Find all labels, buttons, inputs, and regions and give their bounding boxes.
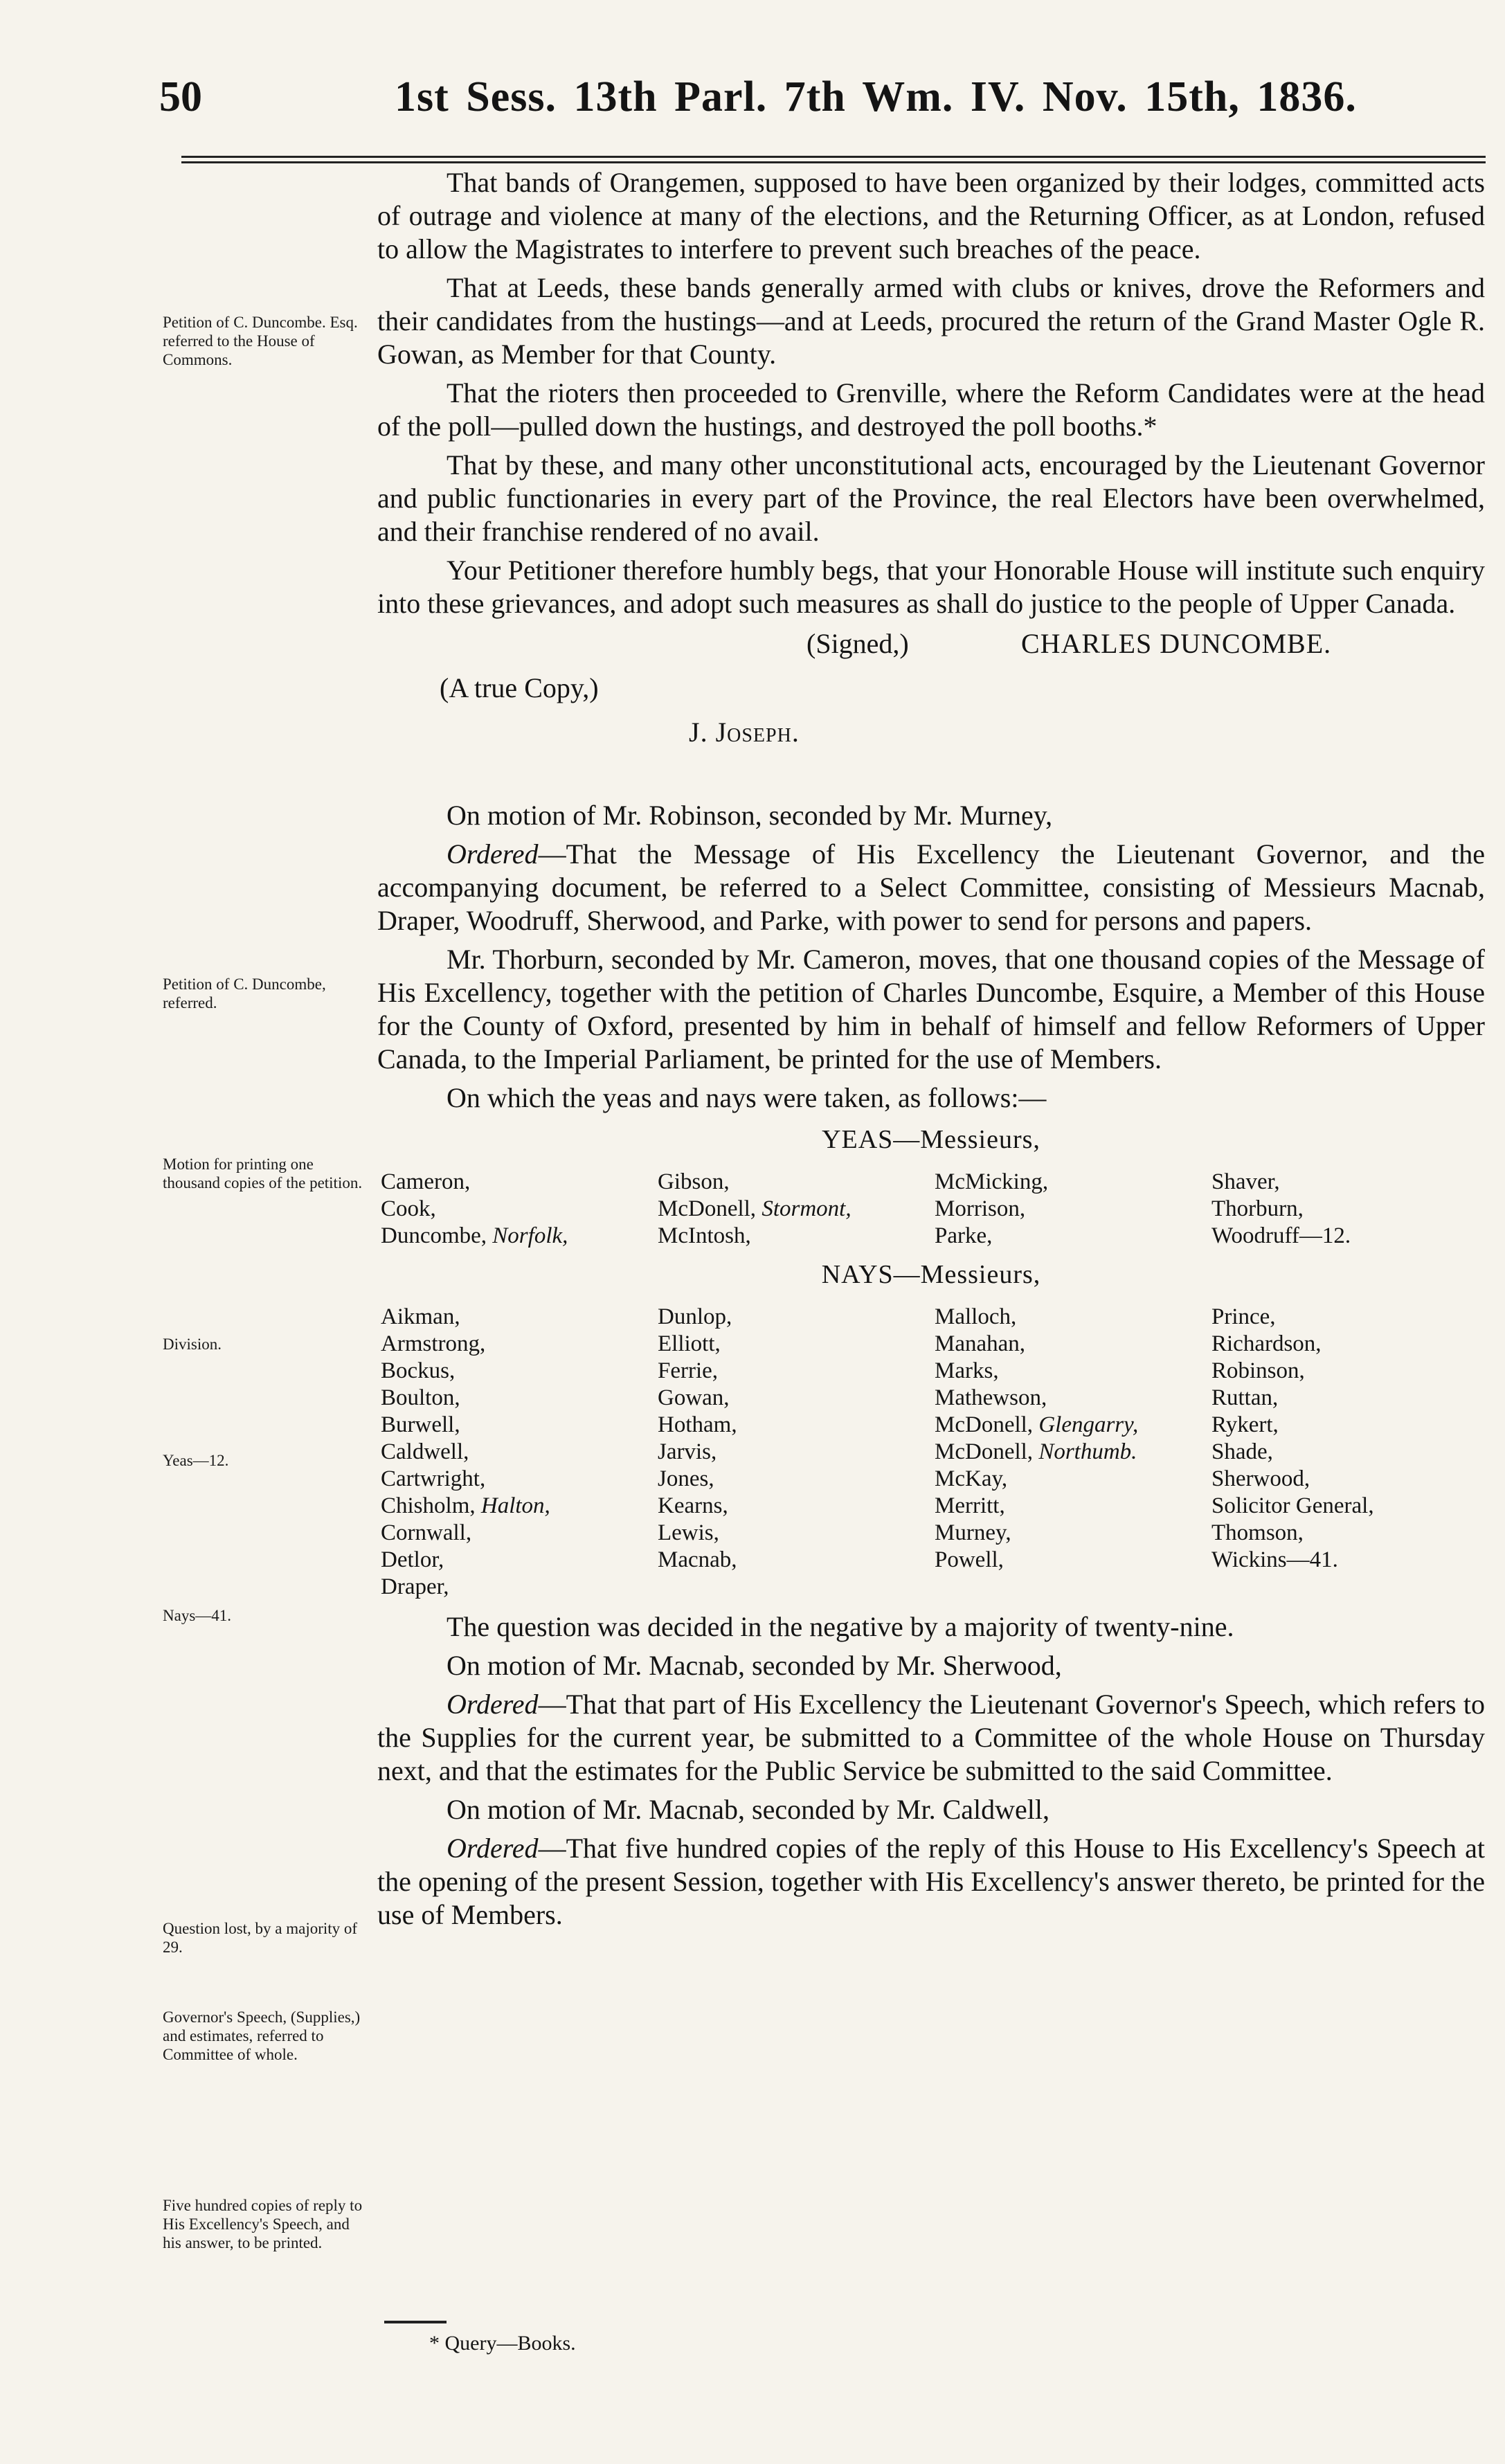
- member-name: Gibson,: [658, 1169, 730, 1194]
- member-name: Cameron,: [381, 1169, 471, 1194]
- petition-paragraph: That bands of Orangemen, supposed to have been organized by their lodges, committed acts of outrage and violence at many of the elections, and the Returning Officer, as at London, refused to allow the Magistrates to interfere to prevent such breaches of the peace.: [377, 167, 1485, 264]
- member-name: Burwell,: [381, 1412, 460, 1437]
- member-name: McMicking,: [935, 1169, 1049, 1194]
- member-name: Solicitor General,: [1211, 1493, 1374, 1518]
- member-name: Duncombe, Norfolk,: [381, 1223, 568, 1248]
- member-name: Caldwell,: [381, 1439, 469, 1464]
- member-name: [935, 1574, 1211, 1601]
- member-name: Draper,: [381, 1574, 449, 1599]
- member-name: Murney,: [935, 1520, 1011, 1545]
- member-name: Ruttan,: [1211, 1385, 1279, 1410]
- motion-intro: On motion of Mr. Macnab, seconded by Mr. Sherwood,: [447, 1650, 1062, 1681]
- member-name: Cook,: [381, 1196, 436, 1221]
- member-name: Wickins—41.: [1211, 1547, 1338, 1572]
- member-name: Mathewson,: [935, 1385, 1047, 1410]
- member-name: Cornwall,: [381, 1520, 472, 1545]
- signer-name: CHARLES DUNCOMBE.: [1021, 628, 1332, 659]
- member-name: Shaver,: [1211, 1169, 1280, 1194]
- member-name: Sherwood,: [1211, 1466, 1310, 1491]
- ordered-label: Ordered: [447, 1833, 539, 1864]
- yeas-list: [381, 1169, 1485, 1250]
- member-name: Merritt,: [935, 1493, 1005, 1518]
- member-name: Macnab,: [658, 1547, 737, 1572]
- member-name: Gowan,: [658, 1385, 730, 1410]
- attest-name: J. Joseph.: [689, 717, 800, 748]
- member-name: McDonell, Stormont,: [658, 1196, 851, 1221]
- member-name: Armstrong,: [381, 1331, 486, 1356]
- footnote-rule: [384, 2321, 447, 2323]
- margin-note: Question lost, by a majority of 29.: [163, 1920, 358, 1956]
- member-name: Thomson,: [1211, 1520, 1304, 1545]
- member-name: Parke,: [935, 1223, 993, 1248]
- motion-intro: On motion of Mr. Macnab, seconded by Mr. Caldwell,: [447, 1794, 1049, 1825]
- division-intro: On which the yeas and nays were taken, as follows:—: [447, 1082, 1047, 1113]
- member-name: Robinson,: [1211, 1358, 1305, 1383]
- member-name: Morrison,: [935, 1196, 1026, 1221]
- member-name: Dunlop,: [658, 1304, 732, 1329]
- petition-paragraph: That at Leeds, these bands generally armed with clubs or knives, drove the Reformers and their candidates from the hustings—and at Leeds, procured the return of the Grand Master Ogle R. Gowan, as Member for that County.: [377, 272, 1485, 370]
- margin-note: Nays—41.: [163, 1607, 232, 1624]
- ordered-label: Ordered: [447, 838, 539, 870]
- margin-note: Petition of C. Duncombe. Esq. referred to the House of Commons.: [163, 314, 358, 368]
- motion-order: [377, 838, 1485, 937]
- member-name: Malloch,: [935, 1304, 1017, 1329]
- member-county: Halton,: [480, 1493, 550, 1518]
- decision-text: The question was decided in the negative by a majority of twenty-nine.: [447, 1611, 1234, 1642]
- member-name: Jarvis,: [658, 1439, 717, 1464]
- order-text: —That five hundred copies of the reply of this House to His Excellency's Speech at the opening of the present Session, together with His Excellency's answer thereto, be printed for the use of Members.: [377, 1833, 1485, 1930]
- member-county: Glengarry,: [1038, 1412, 1139, 1437]
- motion-order: [377, 1688, 1485, 1788]
- member-name: Thorburn,: [1211, 1196, 1304, 1221]
- member-name: Chisholm, Halton,: [381, 1493, 550, 1518]
- motion-text: Mr. Thorburn, seconded by Mr. Cameron, moves, that one thousand copies of the Message of His Excellency, together with the petition of Charles Duncombe, Esquire, a Member of this House for the County of Oxford, presented by him in behalf of himself and fellow Reformers of Upper Canada, to the Imperial Parliament, be printed for the use of Members.: [377, 944, 1485, 1074]
- order-text: —That the Message of His Excellency the Lieutenant Governor, and the accompanying document, be referred to a Select Committee, consisting of Messieurs Macnab, Draper, Woodruff, Sherwood, and Parke, with power to send for persons and papers.: [377, 838, 1485, 936]
- member-name: [658, 1574, 935, 1601]
- member-name: Kearns,: [658, 1493, 728, 1518]
- member-name: Prince,: [1211, 1304, 1276, 1329]
- footnote: * Query—Books.: [429, 2332, 576, 2355]
- member-name: Cartwright,: [381, 1466, 486, 1491]
- member-name: McDonell, Glengarry,: [935, 1412, 1139, 1437]
- member-name: Woodruff—12.: [1211, 1223, 1351, 1248]
- member-name: Rykert,: [1211, 1412, 1279, 1437]
- member-name: Bockus,: [381, 1358, 456, 1383]
- petition-paragraph: Your Petitioner therefore humbly begs, that your Honorable House will institute such enquiry into these grievances, and adopt such measures as shall do justice to the people of Upper Canada.: [377, 555, 1485, 619]
- margin-note: Governor's Speech, (Supplies,) and estimates, referred to Committee of whole.: [163, 2008, 361, 2063]
- member-name: McDonell, Northumb.: [935, 1439, 1137, 1464]
- member-name: Richardson,: [1211, 1331, 1322, 1356]
- margin-note: Motion for printing one thousand copies of the petition.: [163, 1155, 363, 1191]
- petition-paragraph: That by these, and many other unconstitutional acts, encouraged by the Lieutenant Governor and public functionaries in every part of the Province, the real Electors have been overwhelmed, and their franchise rendered of no avail.: [377, 449, 1485, 547]
- member-name: Shade,: [1211, 1439, 1273, 1464]
- nays-heading: NAYS—Messieurs,: [821, 1260, 1041, 1289]
- member-county: Norfolk,: [492, 1223, 568, 1248]
- nays-list: [381, 1304, 1485, 1601]
- member-name: Jones,: [658, 1466, 714, 1491]
- member-name: Hotham,: [658, 1412, 737, 1437]
- page-header: [159, 66, 1475, 128]
- margin-note: Division.: [163, 1336, 222, 1353]
- member-name: Ferrie,: [658, 1358, 719, 1383]
- yeas-heading: YEAS—Messieurs,: [822, 1125, 1040, 1154]
- member-name: Powell,: [935, 1547, 1004, 1572]
- section-gap: [377, 757, 1485, 799]
- signature-line: [377, 627, 1485, 666]
- member-name: Boulton,: [381, 1385, 460, 1410]
- margin-note: Five hundred copies of reply to His Excellency's Speech, and his answer, to be printed.: [163, 2197, 363, 2251]
- member-name: McKay,: [935, 1466, 1008, 1491]
- member-county: Northumb.: [1038, 1439, 1137, 1464]
- member-name: Detlor,: [381, 1547, 444, 1572]
- running-title: 1st Sess. 13th Parl. 7th Wm. IV. Nov. 15th, 1836.: [395, 73, 1357, 120]
- order-text: —That that part of His Excellency the Lieutenant Governor's Speech, which refers to the Supplies for the current year, be submitted to a Committee of the whole House on Thursday next, and that the estimates for the Public Service be submitted to the said Committee.: [377, 1689, 1485, 1786]
- margin-note: Petition of C. Duncombe, referred.: [163, 975, 326, 1011]
- margin-note: Yeas—12.: [163, 1452, 229, 1469]
- member-name: McIntosh,: [658, 1223, 751, 1248]
- motion-order: [377, 1832, 1485, 1932]
- member-name: Manahan,: [935, 1331, 1026, 1356]
- main-text: [377, 166, 1485, 1937]
- member-name: [1211, 1574, 1488, 1601]
- page-number: 50: [159, 73, 202, 120]
- true-copy-label: (A true Copy,): [440, 672, 599, 703]
- motion-intro: On motion of Mr. Robinson, seconded by Mr. Murney,: [447, 800, 1053, 831]
- signed-label: (Signed,): [806, 628, 909, 659]
- header-rule-bottom: [181, 161, 1486, 163]
- member-name: Aikman,: [381, 1304, 460, 1329]
- header-rule-top: [181, 156, 1486, 158]
- ordered-label: Ordered: [447, 1689, 539, 1720]
- member-county: Stormont,: [761, 1196, 851, 1221]
- member-name: Elliott,: [658, 1331, 721, 1356]
- member-name: Lewis,: [658, 1520, 719, 1545]
- member-name: Marks,: [935, 1358, 999, 1383]
- petition-paragraph: That the rioters then proceeded to Grenville, where the Reform Candidates were at the head of the poll—pulled down the hustings, and destroyed the poll booths.*: [377, 377, 1485, 442]
